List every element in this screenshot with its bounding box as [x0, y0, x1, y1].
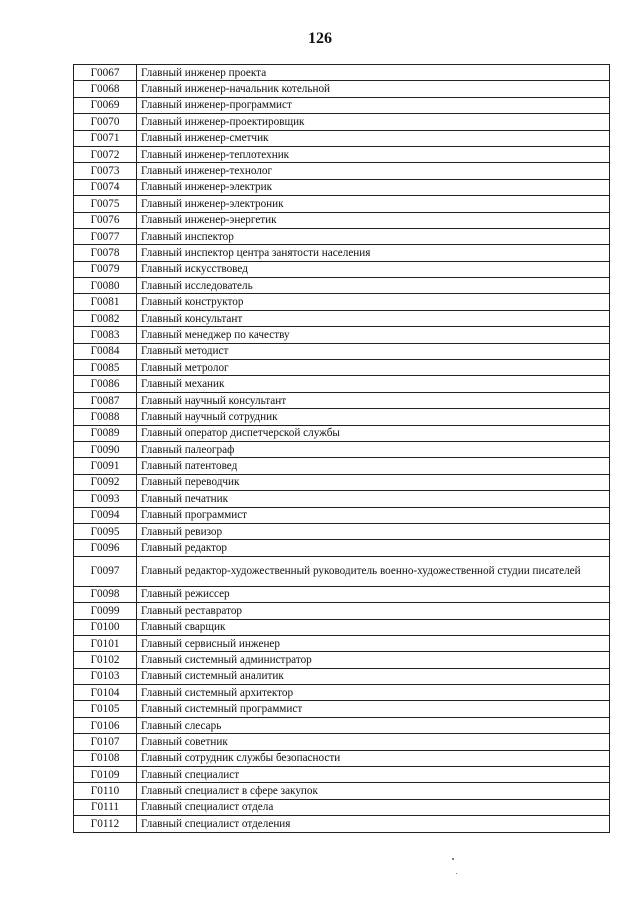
table-row	[74, 343, 610, 359]
occupation-name: Главный сотрудник службы безопасности	[137, 750, 610, 766]
occupation-code: Г0097	[74, 556, 137, 586]
table-row	[74, 228, 610, 244]
occupation-code: Г0079	[74, 261, 137, 277]
occupation-code: Г0084	[74, 343, 137, 359]
table-row	[74, 474, 610, 490]
occupation-name: Главный системный архитектор	[137, 685, 610, 701]
table-row	[74, 130, 610, 146]
occupation-code: Г0068	[74, 81, 137, 97]
occupation-name: Главный советник	[137, 734, 610, 750]
table-row	[74, 294, 610, 310]
table-row	[74, 458, 610, 474]
occupation-name: Главный менеджер по качеству	[137, 327, 610, 343]
occupation-code: Г0106	[74, 717, 137, 733]
occupation-code: Г0092	[74, 474, 137, 490]
table-body	[74, 65, 610, 833]
table-row	[74, 146, 610, 162]
occupation-code: Г0101	[74, 635, 137, 651]
table-row	[74, 212, 610, 228]
table-row	[74, 409, 610, 425]
occupation-name: Главный инженер-энергетик	[137, 212, 610, 228]
table-row	[74, 425, 610, 441]
table-row	[74, 668, 610, 684]
occupation-code: Г0094	[74, 507, 137, 523]
occupation-code: Г0108	[74, 750, 137, 766]
occupation-code-table	[73, 64, 610, 833]
table-row	[74, 392, 610, 408]
occupation-name: Главный системный аналитик	[137, 668, 610, 684]
occupation-name: Главный инженер-проектировщик	[137, 114, 610, 130]
table-row	[74, 278, 610, 294]
table-row	[74, 376, 610, 392]
occupation-name: Главный специалист отдела	[137, 799, 610, 815]
occupation-code: Г0090	[74, 441, 137, 457]
table-row	[74, 783, 610, 799]
table-row	[74, 652, 610, 668]
table-row	[74, 196, 610, 212]
occupation-name: Главный режиссер	[137, 586, 610, 602]
table-row	[74, 635, 610, 651]
occupation-name: Главный редактор-художественный руководитель военно-художественной студии писателей	[137, 556, 610, 586]
occupation-name: Главный инженер-технолог	[137, 163, 610, 179]
occupation-name: Главный инженер-электрик	[137, 179, 610, 195]
table-row	[74, 491, 610, 507]
occupation-name: Главный инженер проекта	[137, 65, 610, 81]
occupation-name: Главный инженер-электроник	[137, 196, 610, 212]
occupation-name: Главный инженер-начальник котельной	[137, 81, 610, 97]
occupation-name: Главный сварщик	[137, 619, 610, 635]
occupation-code: Г0093	[74, 491, 137, 507]
occupation-name: Главный метролог	[137, 360, 610, 376]
occupation-code: Г0089	[74, 425, 137, 441]
occupation-code: Г0076	[74, 212, 137, 228]
occupation-code: Г0102	[74, 652, 137, 668]
occupation-name: Главный механик	[137, 376, 610, 392]
occupation-name: Главный консультант	[137, 310, 610, 326]
occupation-name: Главный научный консультант	[137, 392, 610, 408]
table-row	[74, 114, 610, 130]
occupation-name: Главный инженер-теплотехник	[137, 146, 610, 162]
occupation-name: Главный научный сотрудник	[137, 409, 610, 425]
table-row	[74, 816, 610, 832]
table-row	[74, 360, 610, 376]
table-row	[74, 685, 610, 701]
occupation-code: Г0074	[74, 179, 137, 195]
occupation-name: Главный палеограф	[137, 441, 610, 457]
occupation-name: Главный реставратор	[137, 603, 610, 619]
occupation-name: Главный инспектор	[137, 228, 610, 244]
occupation-code: Г0083	[74, 327, 137, 343]
occupation-name: Главный исследователь	[137, 278, 610, 294]
table-row	[74, 556, 610, 586]
occupation-name: Главный слесарь	[137, 717, 610, 733]
table-row	[74, 540, 610, 556]
table-row	[74, 163, 610, 179]
occupation-code: Г0103	[74, 668, 137, 684]
table-row	[74, 603, 610, 619]
occupation-code: Г0086	[74, 376, 137, 392]
occupation-name: Главный специалист	[137, 767, 610, 783]
occupation-code: Г0099	[74, 603, 137, 619]
occupation-name: Главный инспектор центра занятости населения	[137, 245, 610, 261]
occupation-name: Главный ревизор	[137, 523, 610, 539]
occupation-name: Главный искусствовед	[137, 261, 610, 277]
occupation-code: Г0091	[74, 458, 137, 474]
occupation-code: Г0072	[74, 146, 137, 162]
occupation-name: Главный методист	[137, 343, 610, 359]
occupation-code: Г0081	[74, 294, 137, 310]
table-row	[74, 799, 610, 815]
occupation-code: Г0080	[74, 278, 137, 294]
occupation-code: Г0075	[74, 196, 137, 212]
scan-speck	[456, 873, 457, 874]
occupation-name: Главный патентовед	[137, 458, 610, 474]
occupation-code: Г0069	[74, 97, 137, 113]
occupation-code: Г0112	[74, 816, 137, 832]
table-row	[74, 97, 610, 113]
occupation-code: Г0104	[74, 685, 137, 701]
occupation-name: Главный системный программист	[137, 701, 610, 717]
occupation-name: Главный конструктор	[137, 294, 610, 310]
table-row	[74, 179, 610, 195]
table-row	[74, 245, 610, 261]
occupation-code: Г0077	[74, 228, 137, 244]
occupation-name: Главный печатник	[137, 491, 610, 507]
table-row	[74, 65, 610, 81]
occupation-code: Г0107	[74, 734, 137, 750]
occupation-code: Г0085	[74, 360, 137, 376]
occupation-code: Г0071	[74, 130, 137, 146]
occupation-name: Главный переводчик	[137, 474, 610, 490]
occupation-code: Г0082	[74, 310, 137, 326]
occupation-name: Главный специалист отделения	[137, 816, 610, 832]
occupation-code: Г0105	[74, 701, 137, 717]
occupation-code: Г0095	[74, 523, 137, 539]
table-row	[74, 81, 610, 97]
table-row	[74, 750, 610, 766]
occupation-name: Главный инженер-программист	[137, 97, 610, 113]
occupation-code: Г0073	[74, 163, 137, 179]
occupation-name: Главный оператор диспетчерской службы	[137, 425, 610, 441]
occupation-code: Г0088	[74, 409, 137, 425]
occupation-code: Г0110	[74, 783, 137, 799]
table-row	[74, 523, 610, 539]
table-row	[74, 701, 610, 717]
table-row	[74, 619, 610, 635]
occupation-code: Г0087	[74, 392, 137, 408]
occupation-name: Главный системный администратор	[137, 652, 610, 668]
occupation-name: Главный программист	[137, 507, 610, 523]
occupation-code: Г0100	[74, 619, 137, 635]
table-row	[74, 507, 610, 523]
table-row	[74, 261, 610, 277]
occupation-name: Главный инженер-сметчик	[137, 130, 610, 146]
occupation-code: Г0078	[74, 245, 137, 261]
table-row	[74, 586, 610, 602]
occupation-name: Главный специалист в сфере закупок	[137, 783, 610, 799]
table-row	[74, 734, 610, 750]
occupation-code: Г0111	[74, 799, 137, 815]
scan-speck	[452, 858, 454, 860]
occupation-name: Главный редактор	[137, 540, 610, 556]
occupation-code: Г0070	[74, 114, 137, 130]
occupation-code: Г0096	[74, 540, 137, 556]
table-row	[74, 441, 610, 457]
table-row	[74, 717, 610, 733]
occupation-code: Г0067	[74, 65, 137, 81]
occupation-name: Главный сервисный инженер	[137, 635, 610, 651]
occupation-code: Г0098	[74, 586, 137, 602]
table-row	[74, 767, 610, 783]
table-row	[74, 310, 610, 326]
page-number: 126	[308, 30, 332, 47]
table-row	[74, 327, 610, 343]
occupation-code: Г0109	[74, 767, 137, 783]
